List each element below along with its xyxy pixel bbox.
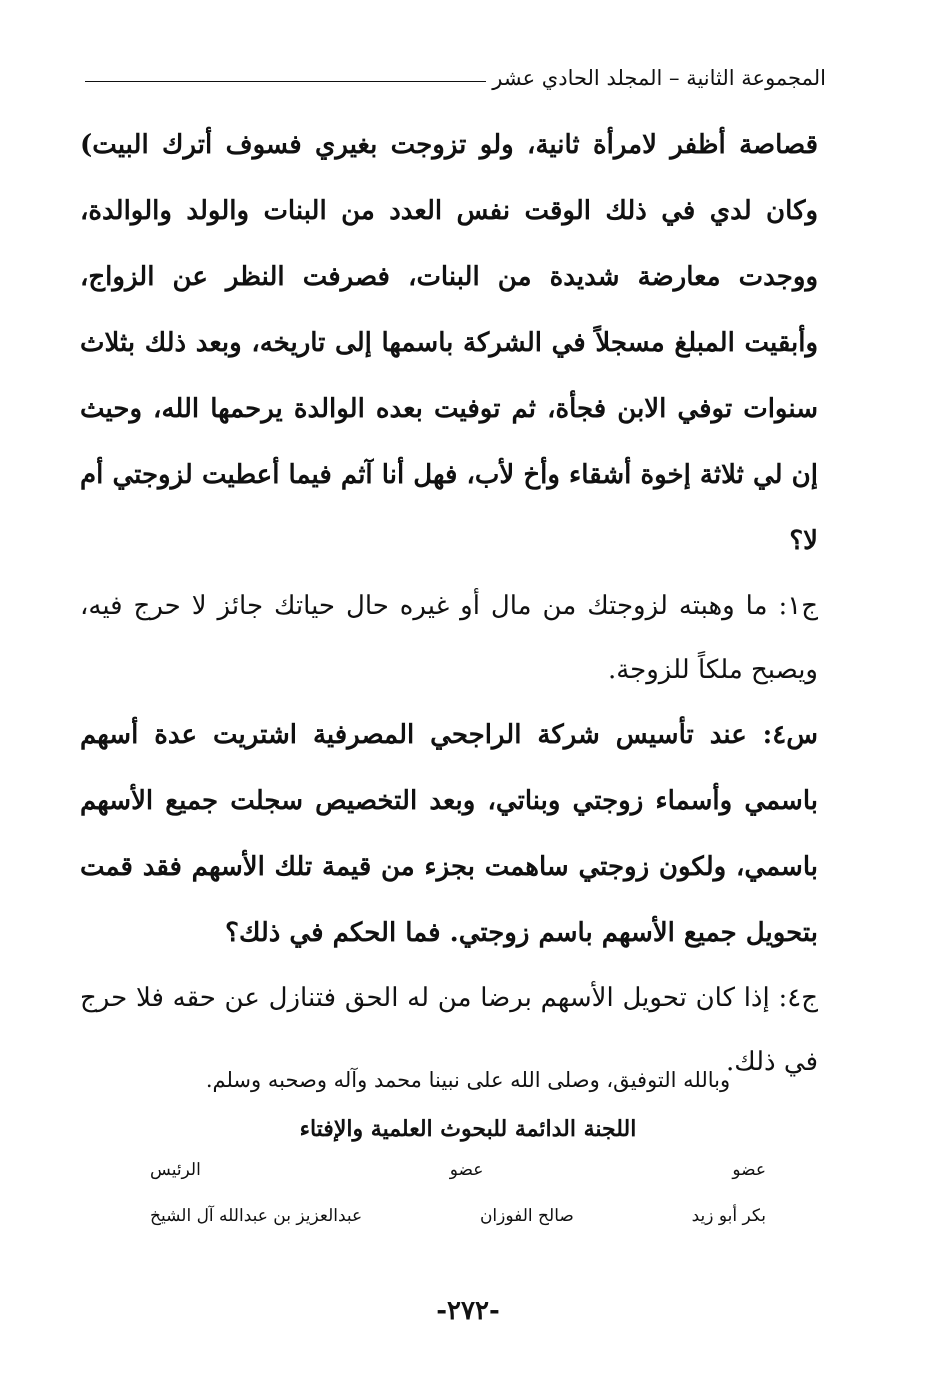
answer-4: ج٤: إذا كان تحويل الأسهم برضا من له الحق فتنازل عن حقه فلا حرج في ذلك. — [80, 983, 818, 1077]
header-rule — [85, 81, 486, 82]
signature-name-abdulaziz: عبدالعزيز بن عبدالله آل الشيخ — [150, 1206, 363, 1226]
closing-line: وبالله التوفيق، وصلى الله على نبينا محمد وآله وصحبه وسلم. — [205, 1068, 731, 1092]
answer-1: ج١: ما وهبته لزوجتك من مال أو غيره حال حياتك جائز لا حرج فيه، ويصبح ملكاً للزوجة. — [80, 591, 818, 685]
question-4: س٤: عند تأسيس شركة الراجحي المصرفية اشتريت عدة أسهم باسمي وأسماء زوجتي وبناتي، وبعد التخصيص سجلت جميع الأسهم باسمي، ولكون زوجتي ساهمت بجزء من قيمة تلك الأسهم فقد قمت بتحويل جميع الأسهم باسم زوجتي. فما الحكم في ذلك؟ — [80, 720, 818, 948]
main-text — [80, 112, 818, 1094]
signature-title-member-1: عضو — [449, 1160, 484, 1180]
committee-name: اللجنة الدائمة للبحوث العلمية والإفتاء — [299, 1116, 637, 1142]
signature-names — [150, 1206, 766, 1226]
signature-title-chairman: عضو — [732, 1160, 766, 1180]
signature-titles — [150, 1160, 766, 1180]
running-title: المجموعة الثانية – المجلد الحادي عشر — [492, 66, 826, 90]
question-1-continued: قصاصة أظفر لامرأة ثانية، ولو تزوجت بغيري فسوف أترك البيت) وكان لدي في ذلك الوقت نفس العدد من البنات والولد والوالدة، ووجدت معارضة شديدة من البنات، فصرفت النظر عن الزواج، وأبقيت المبلغ مسجلاً في الشركة باسمها إلى تاريخه، وبعد ذلك بثلاث سنوات توفي الابن فجأة، ثم توفيت بعده الوالدة يرحمها الله، وحيث إن لي ثلاثة إخوة أشقاء وأخ لأب، فهل أنا آثم فيما أعطيت لزوجتي أم لا؟ — [80, 130, 818, 556]
running-header — [85, 58, 826, 98]
signature-name-salih: صالح الفوزان — [479, 1206, 574, 1226]
page-number: -٢٧٢- — [436, 1296, 500, 1326]
signature-name-bakr: بكر أبو زيد — [691, 1206, 766, 1226]
signature-title-member-2: الرئيس — [150, 1160, 201, 1180]
